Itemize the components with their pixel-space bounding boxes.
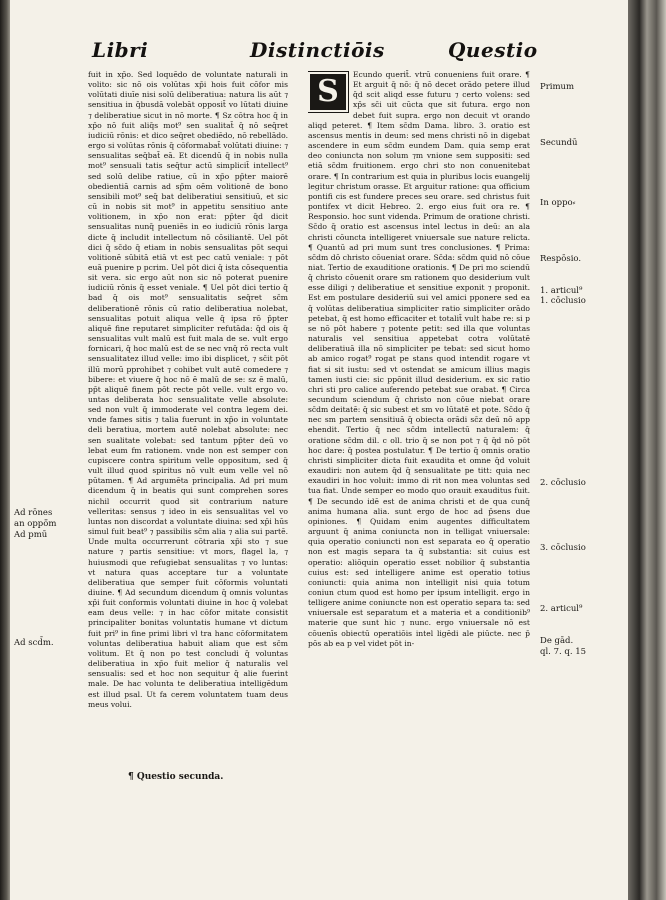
- left-margin-note: an oppō̄m: [14, 519, 57, 529]
- left-margin-note: Ad scd̄m.: [14, 638, 54, 648]
- right-margin-note: De gād.: [540, 636, 574, 646]
- left-text-column: [88, 70, 288, 762]
- body-paragraph: fuit in xp̄o. Sed loquēdo de voluntate naturali in volito: sic nō ois volūtas xp̄i hois fuit cōfor mis volūtati diuīe nisi solū deliberatiua: natura lis aūt ⁊ sensitiua in q̄busdā volebāt opposit̄ vo lūtati diuine ⁊ deliberatiue sicut in nō morte. ¶ Sz cōtra hoc q̄ in xp̄o nō fuit aliq̄s mot⁹ sen sualitat̄ q̄ nō seq̄ret iudiciū rōnis: et dico seq̄ret obediēdo, nō rebellādo. ergo si volūtas rōnis q̄ cōformabat̄ volūtati diuine: ⁊ sensualitas seq̄bat̄ eā. Et dicendū q̄ in nobis nulla mot⁹ sensuali tatis seq̄tur actū simplicit̄ intellect⁹ sed solū delibe ratiue, cū in xp̄o pp̄ter maiorē obedientiā carnis ad sp̄m oēm volitionē de bono sensibili mot⁹ seq̄ bat deliberatiui sensitiuū, et sic cū in nobis sit mot⁹ in appetitu sensitiuo ante volitionem, in xp̄o non erat: pp̄ter q̄d dicit sensualitas nunq̄ pueniēs in eo iudiciū rōnis larga dicte q̄ includit intellectum nō cōsiliantē. Uel pōt dici q̄ sc̄do q̄ etiam in nobis sensualitas pōt sequi volitionē sūbitā etiā vt est pec catū veniale: ⁊ pōt euā puenire p pcrim. Uel pōt dici q̄ ista cōsequentia sit vera. sic ergo aūt non sic nō poterat puenire iudiciū rōnis q̄ esset veniale. ¶ Uel pōt dici tertio q̄ bad q̄ ois mot⁹ sensualitatis seq̄ret sc̄m deliberationē rōnis cū ratio deliberatiua nolebat, sensualitas potuit aliqua velle q̄ ipsa rō p̄pter aliquē fine reputaret simpliciter refutāda: q̄d ois q̄ sensualitas vult malū est fuit mala de se. vult ergo fornicari, q̄ hoc malū est de se nec vnq̄ rō recta vult sensualitatez illud velle: imo ibi displicet, ⁊ sc̄it pōt illū morū pprohibet ⁊ cohibet vult autē comedere ⁊ bibere: et viuere q̄ hoc nō ē malū de se: sz ē malū, pp̄t aliquē finem pōt recte pōt velle. vult ergo vo. untas deliberata hoc sensualitate velle absolute: sed non vult q̄ immoderate vel contra legem dei. vnde fames sitis ⁊ talia fuerunt in xp̄o in voluntate deli beratiua, mortem autē nolebat absolute: nec sen sualitate volebat: sed tantum pp̄ter deū vo lebat eum fm rationem. vnde non est semper con cupiscere contra spiritum velle oppositum, sed q̄ vult illud quod spiritus nō vult eum velle vel nō pūtamen. ¶ Ad argumēta principalia. Ad pri mum dicendum q̄ in beatis qui sunt comprehen sores nichil occurrit quod sit contrarium nature velleritas: sensus ⁊ ideo in eis sensualitas vel vo luntas non discordat a voluntate diuina: sed xp̄i hūs simul fuit beat⁹ ⁊ passibilis sc̄m alia ⁊ alia sui partē. Unde multa occurrerunt cōtraria xp̄i sto ⁊ sue nature ⁊ partis sensitiue: vt mors, flagel la, ⁊ huiusmodi que refugiebat sensualitas ⁊ vo luntas: vt natura quas acceptare tur a voluntate deliberatiua que semper fuit cōformis voluntati diuine. ¶ Ad secundum dicendum q̄ omnis voluntas xp̄i fuit conformis voluntati diuine in hoc q̄ volebat eam deus velle: ⁊ in hac cōfor mitate consistit principaliter bonitas voluntatis humane vt dictum fuit pri⁹ in fine primi libri vl tra hanc cōformitatem voluntas deliberatiua habuit aliam que est sc̄m volitum. Et q̄ non po test concludi q̄ voluntas deliberatiua in xp̄o fuit melior q̄ naturalis vel sensualis: sed et hoc non sequitur q̄ alie fuerint male. De hac volunta te deliberatiua intelligēdum est illud psal. Ut fa cerem voluntatem tuam deus meus volui.: [88, 70, 288, 709]
- facing-page-edge: [628, 0, 666, 900]
- running-head-center: Distinctiōis: [250, 38, 385, 62]
- right-margin-note: In oppo⸗: [540, 198, 576, 208]
- right-margin-note: 1. cōclusio: [540, 296, 586, 306]
- right-margin-note: 2. cōclusio: [540, 478, 586, 488]
- right-margin-note: Secundū: [540, 138, 578, 148]
- section-footer: ¶ Questio secunda.: [128, 772, 224, 782]
- right-margin-note: 2. articul⁹: [540, 604, 583, 614]
- running-head-left: Libri: [92, 38, 149, 62]
- left-margin-note: Ad rōnes: [14, 508, 53, 518]
- right-margin-note: Primum: [540, 82, 575, 92]
- right-margin-note: 1. articul⁹: [540, 286, 583, 296]
- right-text-column: [308, 70, 530, 782]
- body-paragraph: Ecundo querit̄. vtrū conueniens fuit orare. ¶ Et arguit q̄ nō: q̄ nō decet orādo petere illud q̄d scit aliqd esse futuru ⁊ certo volens: sed xp̄s sc̄i uit cūcta que sit futura. ergo non debet fuit supra. ergo non decuit vt orando aliqd peteret. ¶ Item sc̄dm Dama. libro. 3. oratio est ascensus mentis in deum: sed mens christi nō in digebat ascendere in eum sc̄dm eundem Dam. quia semp erat deo coniuncta non solum ⁊m vnione sem suppositi: sed etiā sc̄dm fruitionem. ergo chri sto non conuenitebat orare. ¶ In contrarium est quia in pluribus locis euangelij legitur christum orasse. Et arguitur ratione: qua officium pontifi cis est fundere preces seu orare. sed christus fuit pontifex vt dicit Hebreo. 2. ergo eius fuit ora re. ¶ Responsio. hoc sunt videnda. Primum de oratione christi. Sc̄do q̄ oratio est ascensus intel lectus in deū: an ala christi cōuncta intelligeret vniuersale sue nature relicta. ¶ Quantū ad pri mum sunt tres conclusiones. ¶ Prima: sc̄dm dō christo cōueniat orare. Sc̄da: sc̄dm quid nō cōue niat. Tertio de exauditione orationis. ¶ De pri mo sciendū q̄ christo cōuenit orare sm rationem quo desiderium vult esse diligi ⁊ deliberatiue et sensitiue exponit ⁊ proponit. Est em postulare desideriū sui vel amici pponere sed ea q̄ volūtas deliberatiua simpliciter ratio simpliciter orādo petebat, q̄ est homo efficaciter et totalit̄ vult habe re: si p se nō pōt habere ⁊ potente petit: sed illa que voluntas naturalis vel sensitiua appetebat cotra volūtatē deliberatiuā illa nō simpliciter pe tebat: sed sicut homo ab amico rogat⁹ rogat pe stans quod intendit rogare vt fiat si sit iustu: sed vt ostendat se amicum illius magis tamen iusti cie: sic ppōnit illud desiderium. ex sic ratio chri sti pro calice auferendo petebat sue orabat. ¶ Circa secundum sciendum q̄ christo non cōue niebat orare sc̄dm deitatē: q̄ sic subest et sm vo lūtatē et pote. Sc̄do q̄ nec sm partem sensitiuā q̄ obiecta orādi sc̄z deū nō app ehendit. Tertio q̄ nec sc̄dm intellectū naturalem: q̄ oratione sc̄dm dil. c oll. trio q̄ se non pot ⁊ q̄ q̄d nō pōt hoc dare: q̄ postea postulatur. ¶ De tertio q̄ omnis oratio christi simpliciter dicta fuit exaudita et omne q̄d voluit exaudiri: non autem q̄d q̄ sensualitate pe titt: quia nec exaudiri in hoc voluit: immo di rit non mea voluntas sed tua fiat. Unde semper eo modo quo orauit exauditus fuit. ¶ De secundo idē est de anima christi et de qua cunq̄ anima humana alia. sunt ergo de hoc ad p̄sens due opiniones. ¶ Quidam enim augentes difficultatem arguunt q̄ anima coniuncta non in telligat vniuersale: quia operatio coniuncti non est separata eo q̄ operatio non est magis separa ta q̄ substantia: sit cuius est operatio: aliōquin operatio esset nobilior q̄ substantia cuius est: sed intelligere anime est operatio totius coniuncti: quia anima non intelligit nisi quia totum coniun ctum quod est homo per ipsum intelligit. ergo in telligere anime coniuncte non est operatio separa ta: sed vniuersale est separatum et a materia et a conditionib⁹ materie que sunt hic ⁊ nunc. ergo vniuersale nō est cōuenīs obiectū operatiōis intel ligēdi ale piūcte. nec p̄ pōs ab ea p vel videt pōt in-: [308, 70, 530, 648]
- right-margin-note: ql. 7. q. 15: [540, 647, 587, 657]
- right-margin-note: 3. cōclusio: [540, 543, 586, 553]
- left-margin-note: Ad pmū: [14, 530, 48, 540]
- decorated-initial: S: [308, 72, 348, 112]
- right-margin-note: Respōsio.: [540, 254, 582, 264]
- running-head-right: Questio: [448, 38, 538, 62]
